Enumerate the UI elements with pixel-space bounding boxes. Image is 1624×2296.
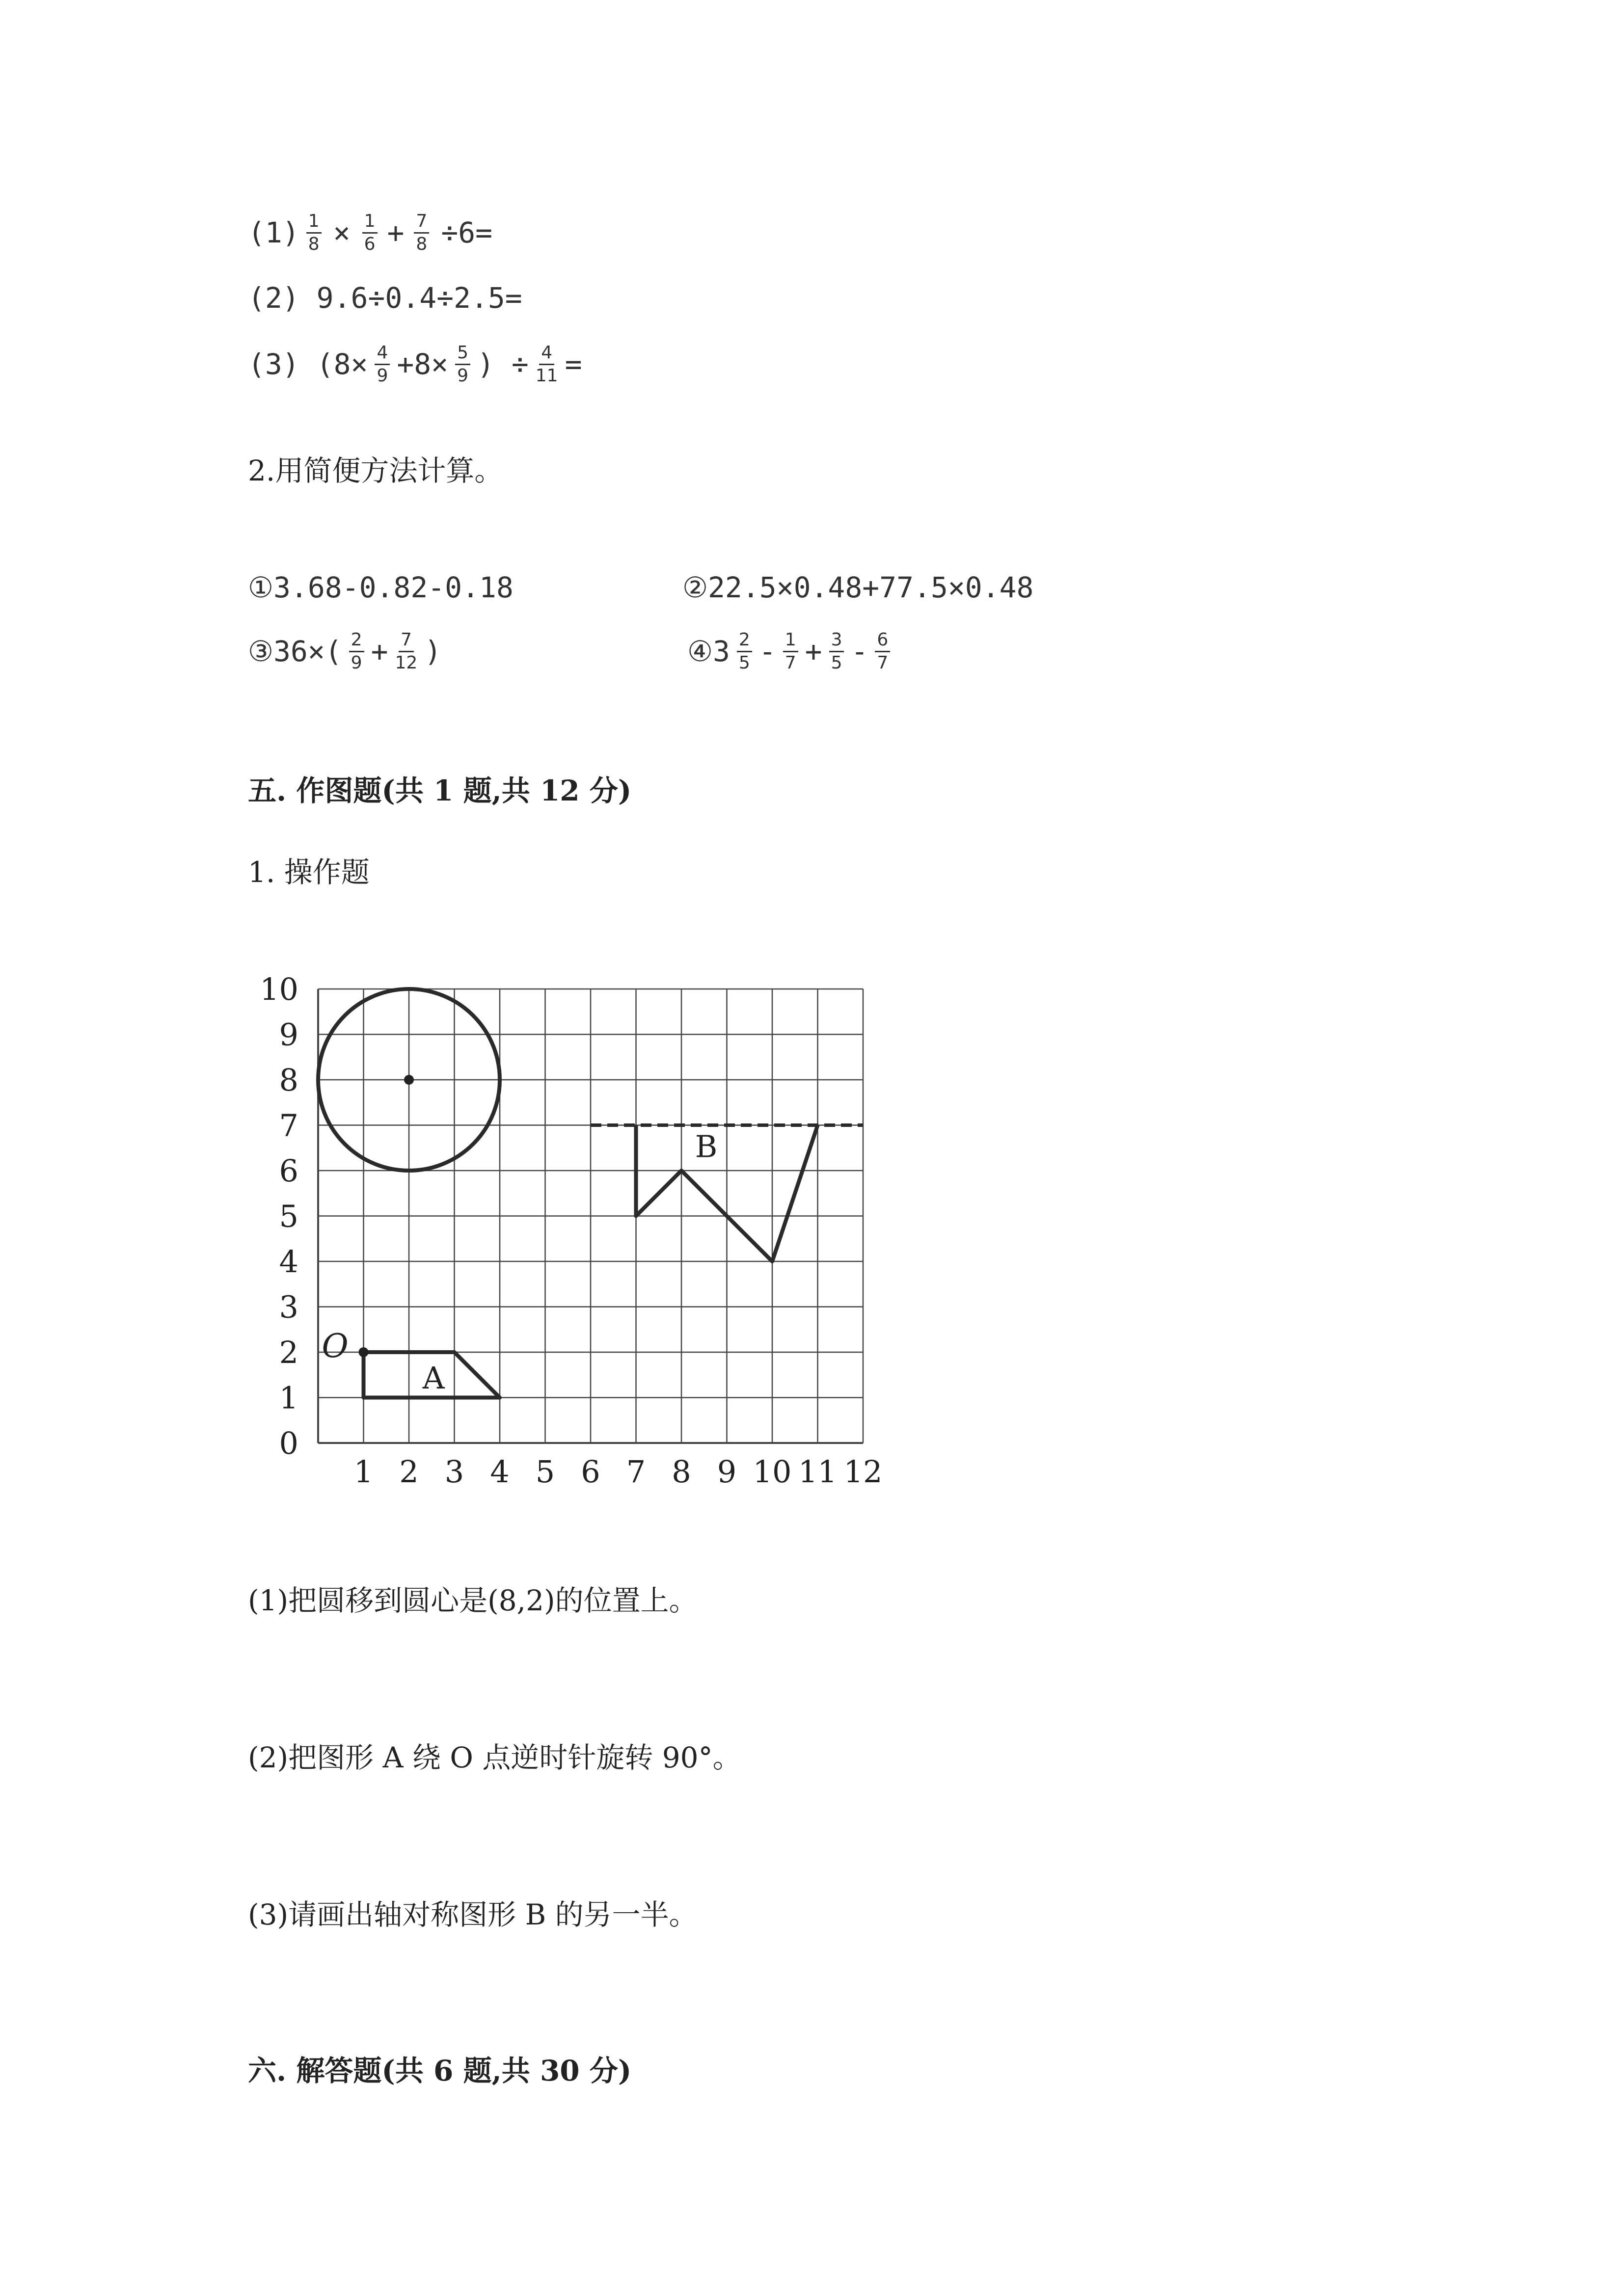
y-tick-label: 5 — [279, 1198, 298, 1234]
fraction: $\frac{7}{12}$ — [395, 630, 418, 673]
x-tick-label: 11 — [798, 1454, 837, 1490]
operator: + — [371, 635, 388, 668]
x-tick-label: 2 — [399, 1454, 419, 1490]
y-tick-label: 3 — [279, 1289, 298, 1325]
y-tick-label: 7 — [279, 1107, 298, 1144]
operator: × — [333, 216, 351, 250]
y-tick-label: 8 — [279, 1062, 298, 1098]
y-tick-label: 6 — [279, 1153, 298, 1189]
calc-2 — [248, 281, 522, 315]
shape-a-label: A — [422, 1360, 445, 1396]
y-tick-label: 9 — [279, 1016, 298, 1053]
y-tick-label: 0 — [279, 1425, 298, 1461]
fraction: $\frac{7}{8}$ — [414, 212, 429, 254]
x-tick-label: 12 — [843, 1454, 883, 1490]
fraction: $\frac{1}{7}$ — [783, 631, 798, 672]
task-1: (1)把圆移到圆心是(8,2)的位置上。 — [248, 1584, 698, 1617]
x-axis-labels — [354, 1454, 883, 1490]
fraction: $\frac{2}{9}$ — [349, 631, 364, 672]
calc-3-label: (3) (8× — [248, 347, 368, 381]
section-6-heading: 六. 解答题(共 6 题,共 30 分) — [248, 2054, 632, 2087]
question-5-1-title: 1. 操作题 — [248, 855, 370, 889]
x-tick-label: 6 — [581, 1454, 600, 1490]
fraction: $\frac{1}{8}$ — [306, 212, 322, 254]
fraction: $\frac{5}{9}$ — [455, 344, 470, 385]
x-tick-label: 1 — [353, 1454, 374, 1490]
q2-item-3 — [248, 631, 441, 672]
x-tick-label: 10 — [753, 1454, 792, 1490]
q2-item-1: ①3.68-0.82-0.18 — [248, 571, 514, 604]
coordinate-grid-figure — [245, 962, 903, 1492]
q2-item-2: ②22.5×0.48+77.5×0.48 — [682, 571, 1034, 604]
fraction: $\frac{4}{9}$ — [375, 344, 390, 385]
fraction: $\frac{6}{7}$ — [875, 631, 890, 672]
calc-3 — [248, 344, 582, 385]
task-2: (2)把图形 A 绕 O 点逆时针旋转 90°。 — [248, 1741, 741, 1774]
shape-b-label: B — [695, 1128, 718, 1165]
calc-2-text: (2) 9.6÷0.4÷2.5= — [248, 281, 522, 315]
x-tick-label: 8 — [672, 1454, 691, 1490]
point-o-dot — [359, 1347, 369, 1357]
calc-1 — [248, 212, 492, 254]
x-tick-label: 5 — [535, 1454, 555, 1490]
point-o-label: O — [322, 1327, 349, 1365]
q2-item-4-pre: ④3 — [687, 635, 730, 668]
y-tick-label: 2 — [279, 1335, 298, 1370]
calc-3-tail: = — [565, 347, 582, 381]
fraction: $\frac{3}{5}$ — [829, 631, 844, 672]
operator: + — [805, 635, 822, 668]
fraction: $\frac{1}{6}$ — [362, 212, 378, 254]
calc-1-label: (1) — [248, 216, 299, 250]
task-3: (3)请画出轴对称图形 B 的另一半。 — [248, 1898, 698, 1931]
question-2-title: 2.用简便方法计算。 — [248, 454, 503, 487]
x-tick-label: 3 — [444, 1454, 464, 1490]
operator: - — [851, 635, 868, 668]
q2-item-3-pre: ③36×( — [248, 635, 342, 668]
calc-3-mid: +8× — [397, 347, 449, 381]
y-tick-label: 10 — [260, 971, 298, 1007]
x-tick-label: 7 — [626, 1454, 646, 1490]
q2-item-4 — [687, 631, 897, 672]
y-tick-label: 1 — [279, 1380, 298, 1416]
y-tick-label: 4 — [279, 1244, 298, 1280]
x-tick-label: 4 — [490, 1454, 510, 1490]
x-tick-label: 9 — [717, 1454, 737, 1490]
fraction: $\frac{4}{11}$ — [535, 343, 558, 386]
calc-3-close: ) ÷ — [477, 347, 529, 381]
q2-item-3-close: ) — [424, 635, 442, 668]
circle-center-dot — [404, 1075, 414, 1085]
y-axis-labels — [260, 971, 298, 1461]
calc-1-tail: ÷6= — [441, 216, 493, 250]
operator: - — [758, 635, 776, 668]
operator: + — [387, 216, 405, 250]
fraction: $\frac{2}{5}$ — [737, 631, 752, 672]
grid-lines — [318, 989, 863, 1443]
section-5-heading: 五. 作图题(共 1 题,共 12 分) — [248, 774, 632, 807]
